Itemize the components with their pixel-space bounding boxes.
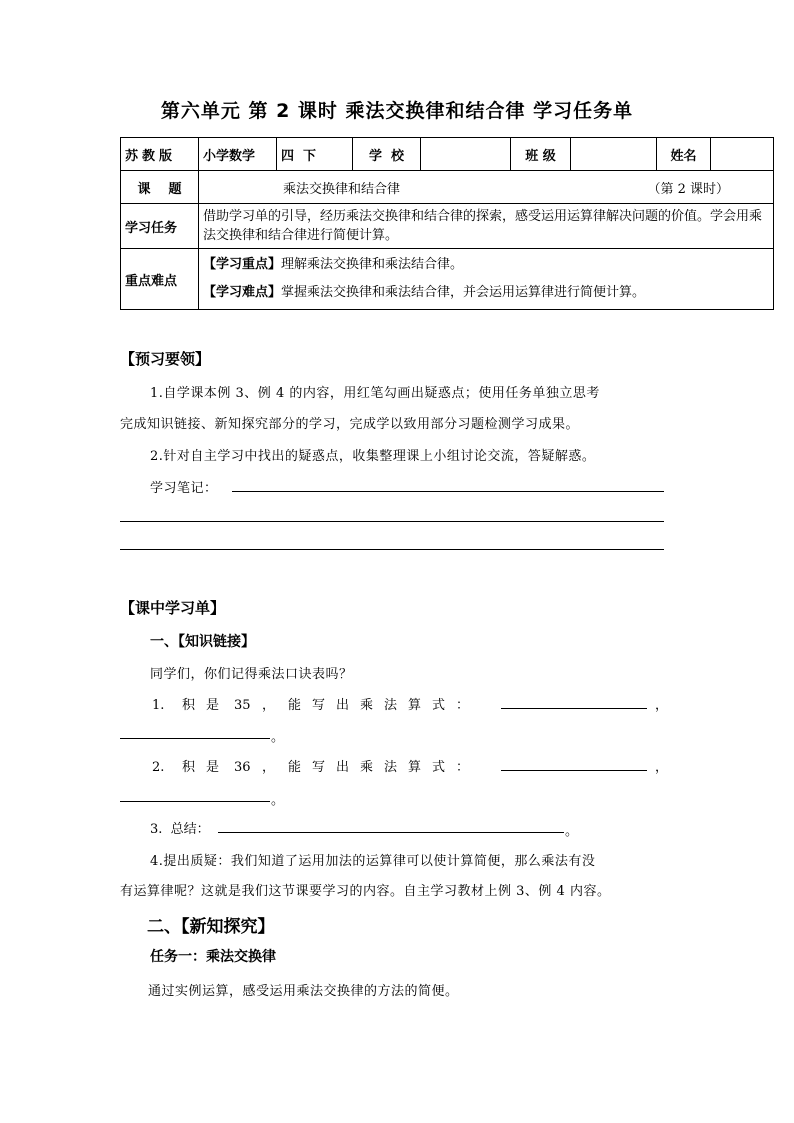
q1-text: 法 (384, 698, 398, 713)
q3-label: 3. 总结： (150, 822, 210, 837)
q2-text: 是 (206, 760, 220, 775)
q2-text: 式 (432, 760, 446, 775)
info-row-topic (121, 171, 774, 204)
task1-heading: 任务一：乘法交换律 (150, 949, 276, 965)
q1-text: 积 (182, 698, 196, 713)
topic-label: 课 题 (121, 171, 199, 204)
info-row-task (121, 204, 774, 249)
q2-comma: ， (655, 760, 669, 775)
answer-line-q3[interactable] (218, 832, 564, 833)
class-field[interactable] (571, 138, 657, 171)
task-text: 借助学习单的引导，经历乘法交换律和结合律的探索，感受运用运算律解决问题的价值。学会用乘法交换律和结合律进行简便计算。 (199, 204, 774, 249)
info-row-header (121, 138, 774, 171)
difficulty-tag: 【学习难点】 (203, 285, 282, 300)
key-point-line (203, 251, 769, 279)
question-1 (152, 694, 476, 713)
key-label: 重点难点 (121, 249, 199, 310)
q1-text: 是 (206, 698, 220, 713)
q1-period: 。 (271, 730, 285, 745)
q1-text: 35 (234, 698, 251, 713)
q2-text: 算 (408, 760, 422, 775)
preview-p2: 2.针对自主学习中找出的疑惑点，收集整理课上小组讨论交流，答疑解惑。 (150, 449, 596, 464)
answer-line-q2[interactable] (501, 770, 647, 771)
q1-text: 能 (288, 698, 302, 713)
info-row-key (121, 249, 774, 310)
publisher-cell: 苏教版 (121, 138, 199, 171)
notes-line[interactable] (232, 491, 664, 492)
q2-text: ： (456, 760, 470, 775)
class-label: 班 级 (511, 138, 571, 171)
answer-line-q1[interactable] (120, 738, 270, 739)
q2-period: 。 (271, 793, 285, 808)
notes-label: 学习笔记： (150, 481, 218, 496)
school-label: 学 校 (353, 138, 421, 171)
key-point-text: 理解乘法交换律和乘法结合律。 (281, 257, 464, 272)
answer-line-q1[interactable] (501, 708, 647, 709)
difficulty-line (203, 279, 769, 307)
q1-text: 式 (432, 698, 446, 713)
name-field[interactable] (711, 138, 774, 171)
q1-text: 出 (336, 698, 350, 713)
q2-text: ， (262, 760, 276, 775)
q2-text: 法 (384, 760, 398, 775)
grade-cell: 四 下 (277, 138, 353, 171)
q1-text: ， (262, 698, 276, 713)
key-cell (199, 249, 774, 310)
knowledge-link-heading: 一、【知识链接】 (150, 634, 255, 650)
answer-line-q2[interactable] (120, 801, 270, 802)
q2-text: 2. (152, 760, 165, 775)
preview-heading: 【预习要领】 (120, 350, 211, 368)
topic-text: 乘法交换律和结合律 (283, 181, 401, 197)
notes-line[interactable] (120, 549, 664, 550)
q1-comma: ， (655, 698, 669, 713)
q2-text: 乘 (360, 760, 374, 775)
new-knowledge-heading: 二、【新知探究】 (147, 917, 275, 937)
q1-text: ： (456, 698, 470, 713)
q4-line1: 4.提出质疑：我们知道了运用加法的运算律可以使计算简便，那么乘法有没 (150, 854, 596, 869)
notes-line[interactable] (120, 521, 664, 522)
q2-text: 36 (234, 760, 251, 775)
task1-text: 通过实例运算，感受运用乘法交换律的方法的简便。 (148, 984, 459, 999)
q2-text: 积 (182, 760, 196, 775)
subject-cell: 小学数学 (199, 138, 277, 171)
lesson-text: （第 2 课时） (647, 181, 729, 197)
question-2 (152, 756, 476, 775)
q1-text: 1. (152, 698, 165, 713)
name-label: 姓名 (657, 138, 711, 171)
info-table (120, 137, 774, 310)
q1-text: 乘 (360, 698, 374, 713)
topic-cell (199, 171, 774, 204)
preview-p1-line2: 完成知识链接、新知探究部分的学习，完成学以致用部分习题检测学习成果。 (120, 417, 580, 432)
q1-text: 算 (408, 698, 422, 713)
class-sheet-heading: 【课中学习单】 (120, 599, 226, 617)
intro-text: 同学们，你们记得乘法口诀表吗？ (150, 667, 353, 682)
q2-text: 写 (312, 760, 326, 775)
q2-text: 能 (288, 760, 302, 775)
preview-p1-line1: 1.自学课本例 3、例 4 的内容，用红笔勾画出疑惑点；使用任务单独立思考 (150, 386, 600, 401)
school-field[interactable] (421, 138, 511, 171)
q2-text: 出 (336, 760, 350, 775)
q1-text: 写 (312, 698, 326, 713)
task-label: 学习任务 (121, 204, 199, 249)
q4-line2: 有运算律呢？这就是我们这节课要学习的内容。自主学习教材上例 3、例 4 内容。 (120, 884, 611, 899)
page-title: 第六单元 第 2 课时 乘法交换律和结合律 学习任务单 (160, 100, 634, 122)
key-point-tag: 【学习重点】 (203, 257, 282, 272)
difficulty-text: 掌握乘法交换律和乘法结合律，并会运用运算律进行简便计算。 (281, 285, 646, 300)
q3-period: 。 (565, 824, 579, 839)
